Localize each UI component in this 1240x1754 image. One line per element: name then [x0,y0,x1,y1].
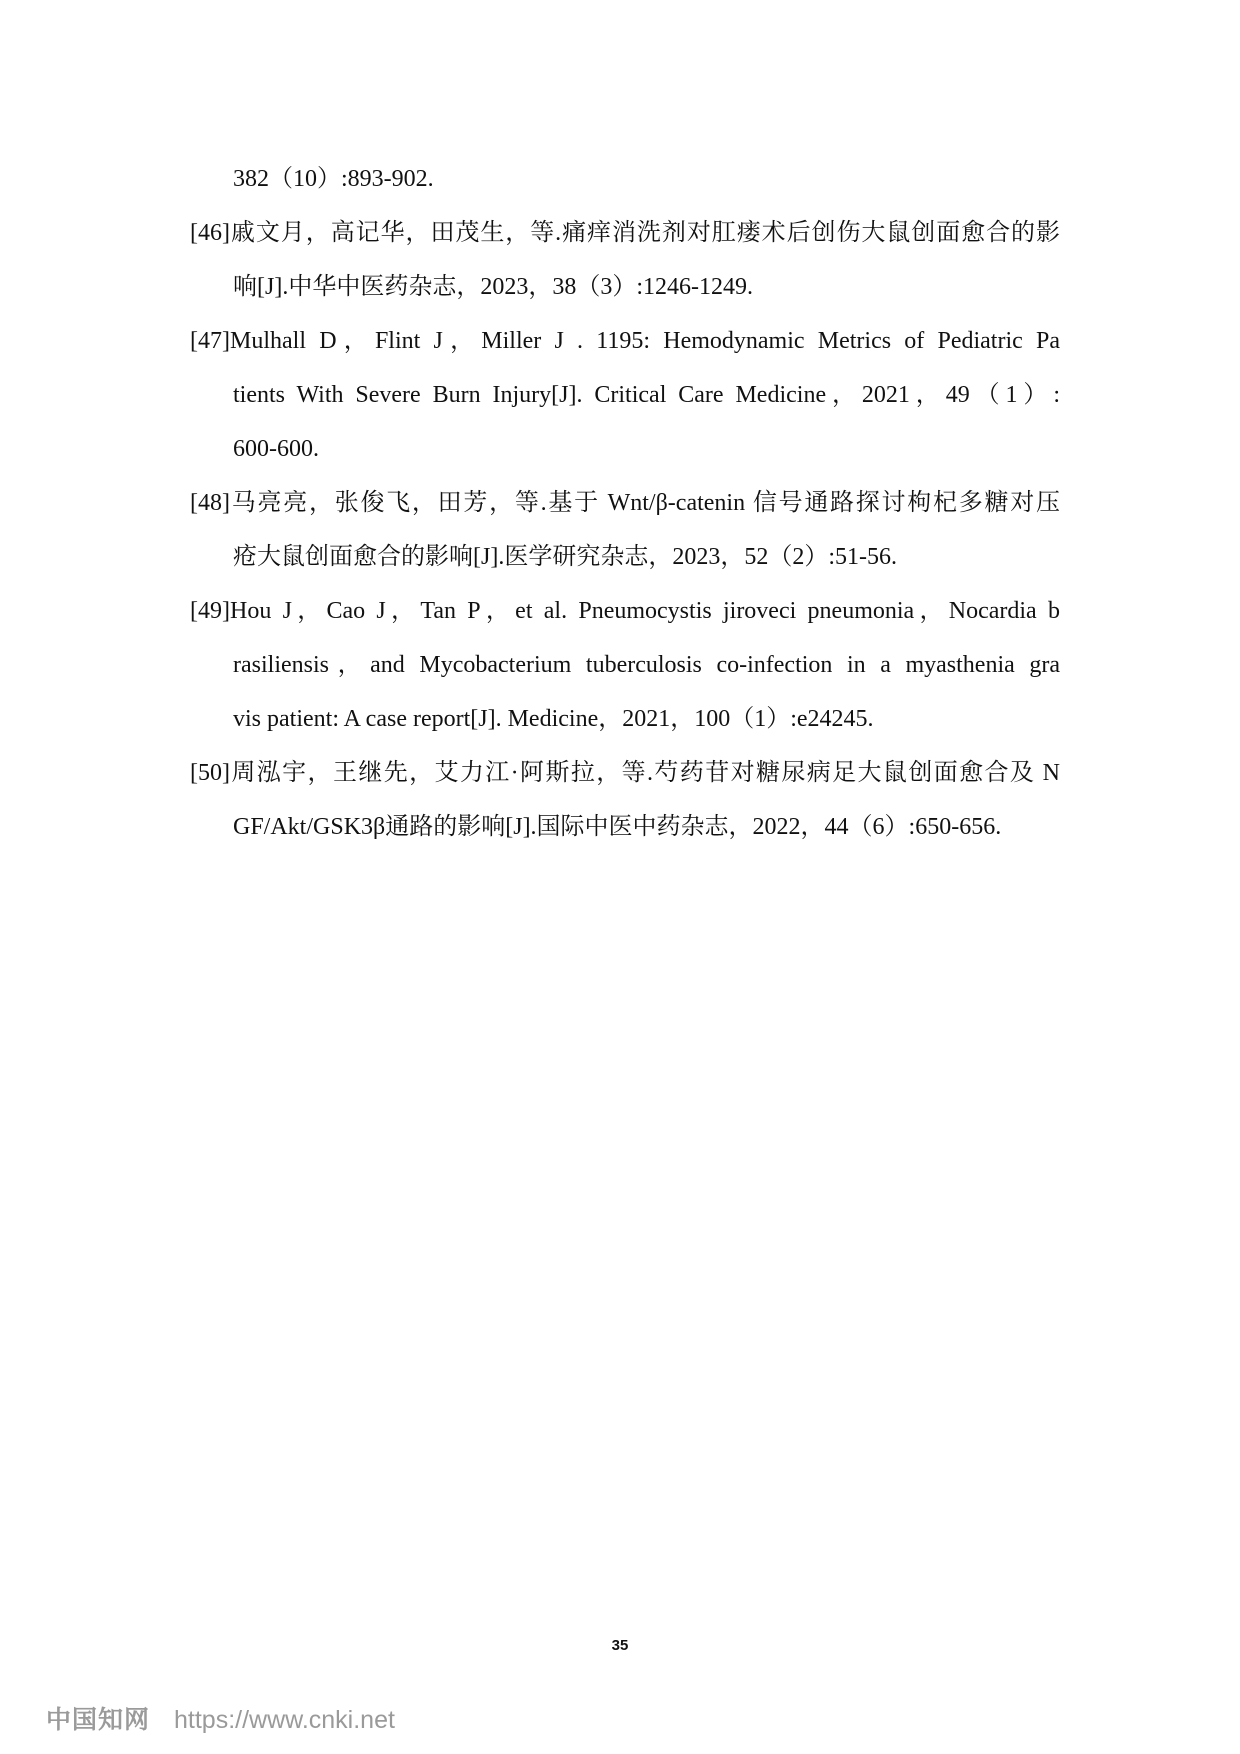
reference-line: 382（10）:893-902. [233,166,434,192]
reference-line: tients With Severe Burn Injury[J]. Critical Care Medicine，2021，49（1）: [233,382,1060,408]
watermark-url: https://www.cnki.net [174,1706,395,1734]
cnki-watermark [46,1700,395,1736]
reference-line: GF/Akt/GSK3β通路的影响[J].国际中医中药杂志，2022，44（6）:650-656. [233,814,1002,840]
reference-line: 600-600. [233,436,319,462]
reference-line: vis patient: A case report[J]. Medicine，2021，100（1）:e24245. [233,706,874,732]
watermark-brand: 中国知网 [46,1705,151,1734]
reference-line: 响[J].中华中医药杂志，2023，38（3）:1246-1249. [233,274,753,300]
reference-entry-46: [46]戚文月，高记华，田茂生，等.痛痒消洗剂对肛瘘术后创伤大鼠创面愈合的影 [190,220,1060,246]
page-number: 35 [611,1637,629,1654]
reference-entry-49: [49]Hou J，Cao J，Tan P，et al. Pneumocystis jiroveci pneumonia，Nocardia b [190,598,1060,624]
reference-entry-50: [50]周泓宇，王继先，艾力江·阿斯拉，等.芍药苷对糖尿病足大鼠创面愈合及 N [190,760,1060,786]
reference-line: rasiliensis，and Mycobacterium tuberculosis co-infection in a myasthenia gra [233,652,1060,678]
reference-entry-47: [47]Mulhall D，Flint J，Miller J . 1195: Hemodynamic Metrics of Pediatric Pa [190,328,1060,354]
reference-entry-48: [48]马亮亮，张俊飞，田芳，等.基于 Wnt/β-catenin 信号通路探讨枸杞多糖对压 [190,490,1060,516]
reference-line: 疮大鼠创面愈合的影响[J].医学研究杂志，2023，52（2）:51-56. [233,544,897,570]
